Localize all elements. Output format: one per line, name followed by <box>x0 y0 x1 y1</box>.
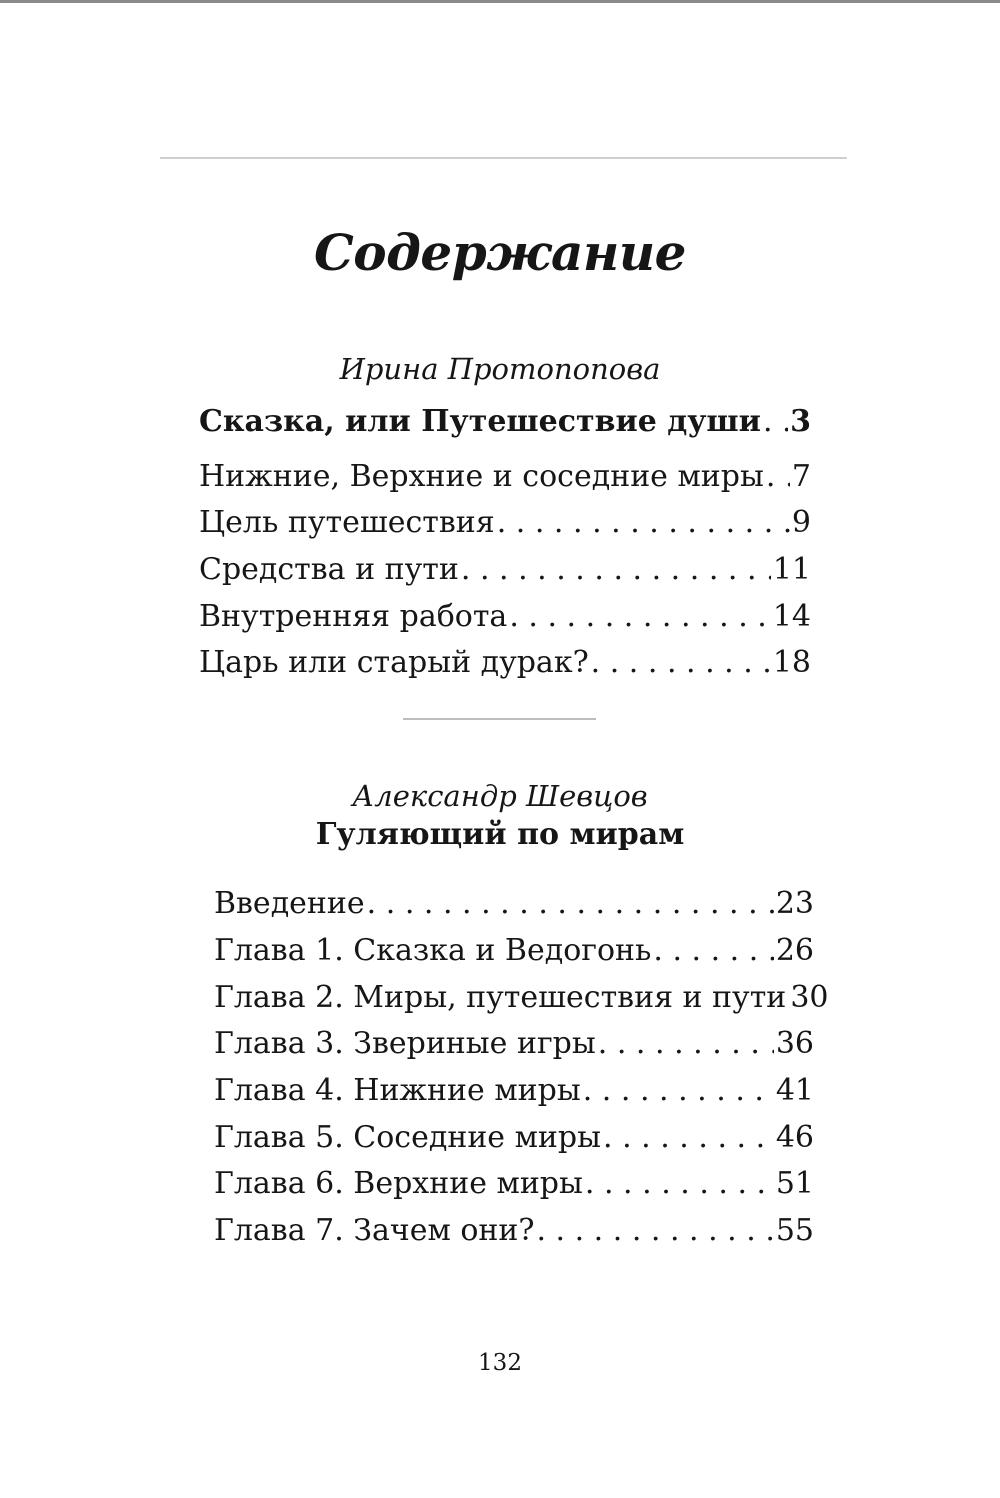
toc-entry-label: Царь или старый дурак? <box>199 645 589 680</box>
leader-dots <box>763 402 788 442</box>
toc-page-number: 7 <box>791 459 811 494</box>
toc-entry <box>214 1211 814 1251</box>
toc-entry <box>214 1164 814 1204</box>
toc-entry-label: Глава 6. Верхние миры <box>214 1166 583 1201</box>
toc-entry <box>214 884 814 924</box>
toc-page-number: 23 <box>775 886 814 921</box>
toc-entry <box>214 978 829 1018</box>
leader-dots <box>603 1118 774 1158</box>
toc-entry <box>214 1118 814 1158</box>
toc-entry-label: Внутренняя работа <box>199 599 508 634</box>
toc-entry-label: Глава 7. Зачем они? <box>214 1213 535 1248</box>
toc-page-number: 46 <box>775 1120 814 1155</box>
section-divider <box>403 718 596 720</box>
toc-page-number: 55 <box>775 1213 814 1248</box>
toc-page-number: 51 <box>775 1166 814 1201</box>
toc-entry <box>214 1024 814 1064</box>
toc-entry-label: Глава 2. Миры, путешествия и пути <box>214 980 787 1015</box>
toc-entry-label: Глава 1. Сказка и Ведогонь <box>214 933 652 968</box>
toc-entry <box>199 550 811 590</box>
toc-entry-label: Средства и пути <box>199 552 459 587</box>
page-top-edge <box>0 0 1000 3</box>
leader-dots <box>536 1211 773 1251</box>
leader-dots <box>598 1024 774 1064</box>
toc-page-number: 18 <box>772 645 811 680</box>
toc-page-number: 3 <box>790 404 811 439</box>
toc-entry <box>214 931 814 971</box>
section2-author: Александр Шевцов <box>352 779 648 813</box>
leader-dots <box>367 884 774 924</box>
section1-author: Ирина Протопопова <box>339 352 661 386</box>
toc-entry <box>214 1071 814 1111</box>
section1-work-title-row <box>199 402 811 442</box>
section1-work-title: Сказка, или Путешествие души <box>199 404 761 439</box>
leader-dots <box>653 931 773 971</box>
leader-dots <box>585 1164 774 1204</box>
leader-dots <box>583 1071 774 1111</box>
toc-page-number: 26 <box>775 933 814 968</box>
toc-entry <box>199 457 811 497</box>
leader-dots <box>766 457 790 497</box>
toc-entry-label: Цель путешествия <box>199 505 495 540</box>
toc-page-number: 30 <box>790 980 829 1015</box>
toc-entry-label: Нижние, Верхние и соседние миры <box>199 459 764 494</box>
leader-dots <box>497 503 790 543</box>
toc-entry <box>199 597 811 637</box>
toc-entry <box>199 503 811 543</box>
toc-entry-label: Введение <box>214 886 365 921</box>
toc-entry-label: Глава 5. Соседние миры <box>214 1120 602 1155</box>
leader-dots <box>461 550 771 590</box>
toc-page-number: 14 <box>772 599 811 634</box>
toc-entry-label: Глава 3. Звериные игры <box>214 1026 596 1061</box>
toc-page-number: 11 <box>772 552 811 587</box>
toc-page-number: 9 <box>791 505 811 540</box>
toc-entry-label: Глава 4. Нижние миры <box>214 1073 581 1108</box>
toc-page-number: 36 <box>775 1026 814 1061</box>
section2-work-title: Гуляющий по мирам <box>315 817 685 852</box>
leader-dots <box>509 597 770 637</box>
toc-entry <box>199 643 811 683</box>
toc-page-number: 41 <box>775 1073 814 1108</box>
toc-title: Содержание <box>314 223 686 282</box>
page-number: 132 <box>478 1350 522 1376</box>
leader-dots <box>591 643 771 683</box>
top-divider <box>160 157 847 159</box>
